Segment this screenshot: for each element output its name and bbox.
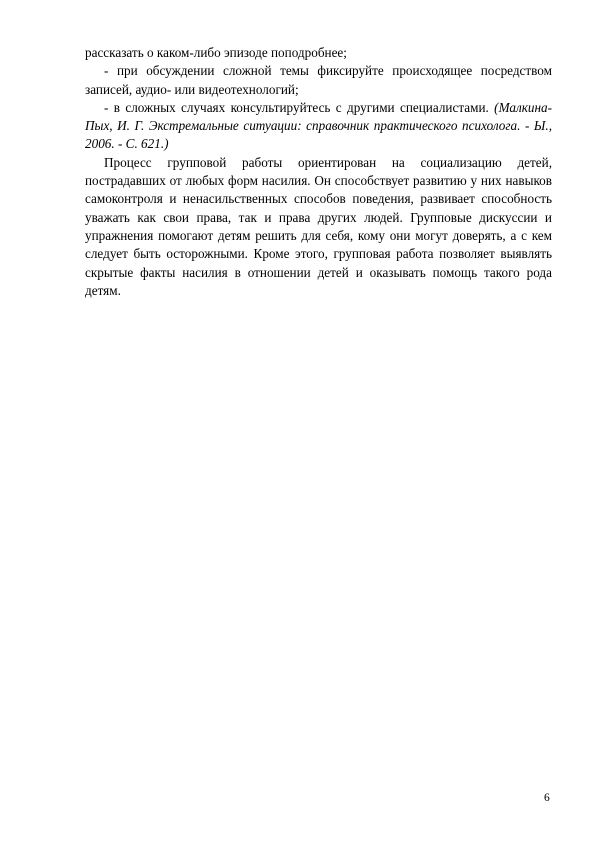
list-item-consult-text: - в сложных случаях консультируйтесь с другими специалистами. [104,99,489,115]
citation: (Малкина-Пых, И. Г. Экстремальные ситуации: справочник практического психолога. - Ы., 2006. - С. 621.) [85,99,552,152]
list-item-record-text: - при обсуждении сложной темы фиксируйте происходящее посредством записей, аудио- или видеотехнологий; [85,63,552,97]
body-text [85,44,552,300]
paragraph-group-work: Процесс групповой работы ориентирован на социализацию детей, пострадавших от любых форм насилия. Он способствует развитию у них навыков самоконтроля и ненасильственных способов поведения, развивает способность уважать как свои права, так и права других людей. Групповые дискуссии и упражнения помогают детям решить для себя, кому они могут доверять, а с кем следует быть осторожными. Кроме этого, групповая работа позволяет выявлять скрытые факты насилия в отношении детей и оказывать помощь такого рода детям. [85,154,552,298]
continuation-line: рассказать о каком-либо эпизоде поподробнее; [85,45,347,60]
page-number: 6 [544,792,550,804]
list-item-record [85,62,552,99]
list-item-consult [85,99,552,154]
